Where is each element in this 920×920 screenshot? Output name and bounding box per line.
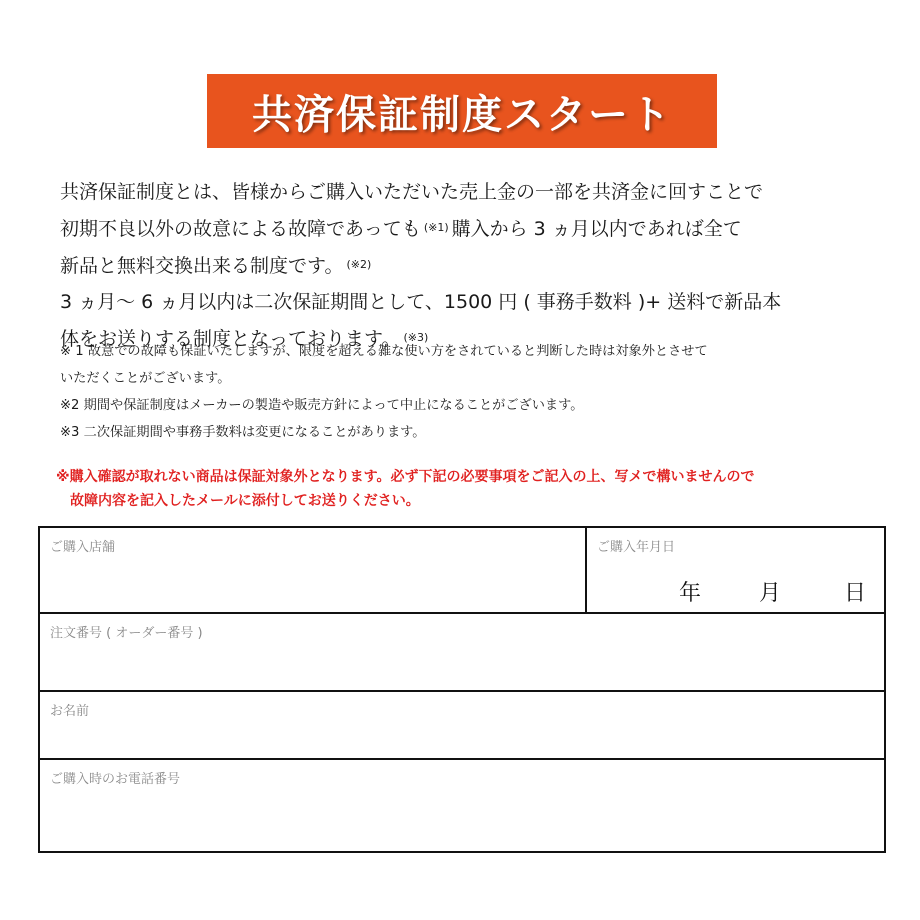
text: 3 ヵ月〜 6 ヵ月以内は二次保証期間として、1500 円 ( 事務手数料 )+ 送料で新品本 xyxy=(60,291,782,313)
footnote-3: ※3 二次保証期間や事務手数料は変更になることがあります。 xyxy=(60,425,426,440)
year-unit: 年 xyxy=(679,581,702,606)
description-line xyxy=(60,247,880,284)
warning-notice xyxy=(56,465,886,513)
order-number-field[interactable] xyxy=(40,614,884,692)
warning-line-1: ※購入確認が取れない商品は保証対象外となります。必ず下記の必要事項をご記入の上、写メで構いませんので xyxy=(56,469,755,485)
footnote-1a: ※ 1 故意での故障も保証いたしますが、限度を超える雑な使い方をされていると判断した時は対象外とさせて xyxy=(60,344,708,359)
footnote-ref: (※2) xyxy=(346,258,372,271)
warning-line-2: 故障内容を記入したメールに添付してお送りください。 xyxy=(70,493,420,509)
footnotes xyxy=(60,338,880,446)
footnote-2: ※2 期間や保証制度はメーカーの製造や販売方針によって中止になることがございます。 xyxy=(60,398,584,413)
text: 初期不良以外の故意による故障であっても xyxy=(60,218,421,240)
purchase-date-field[interactable] xyxy=(587,528,884,612)
footnote-ref: (※1) xyxy=(423,221,449,234)
description xyxy=(60,174,880,357)
text: 体をお送りする制度となっております。 xyxy=(60,328,401,350)
name-field[interactable] xyxy=(40,692,884,760)
footnote-ref: (※3) xyxy=(403,331,429,344)
text: 購入から 3 ヵ月以内であれば全て xyxy=(451,218,742,240)
title-banner xyxy=(207,74,717,148)
name-label: お名前 xyxy=(50,704,90,719)
store-field[interactable] xyxy=(40,528,587,612)
warranty-form xyxy=(38,526,886,853)
day-unit: 日 xyxy=(844,581,867,606)
order-number-label: 注文番号 ( オーダー番号 ) xyxy=(50,626,203,641)
description-line xyxy=(60,284,880,320)
text: 新品と無料交換出来る制度です。 xyxy=(60,255,344,277)
text: 共済保証制度とは、皆様からご購入いただいた売上金の一部を共済金に回すことで xyxy=(60,181,764,203)
month-unit: 月 xyxy=(759,581,782,606)
store-label: ご購入店舗 xyxy=(50,540,116,555)
form-row-store-date xyxy=(40,528,884,614)
date-units xyxy=(584,576,884,606)
phone-field[interactable] xyxy=(40,760,884,851)
phone-label: ご購入時のお電話番号 xyxy=(50,772,181,787)
banner-title: 共済保証制度スタート xyxy=(252,91,672,138)
purchase-date-label: ご購入年月日 xyxy=(597,540,676,555)
description-line xyxy=(60,210,880,247)
description-line xyxy=(60,174,880,210)
footnote-1b: いただくことがございます。 xyxy=(60,371,231,386)
